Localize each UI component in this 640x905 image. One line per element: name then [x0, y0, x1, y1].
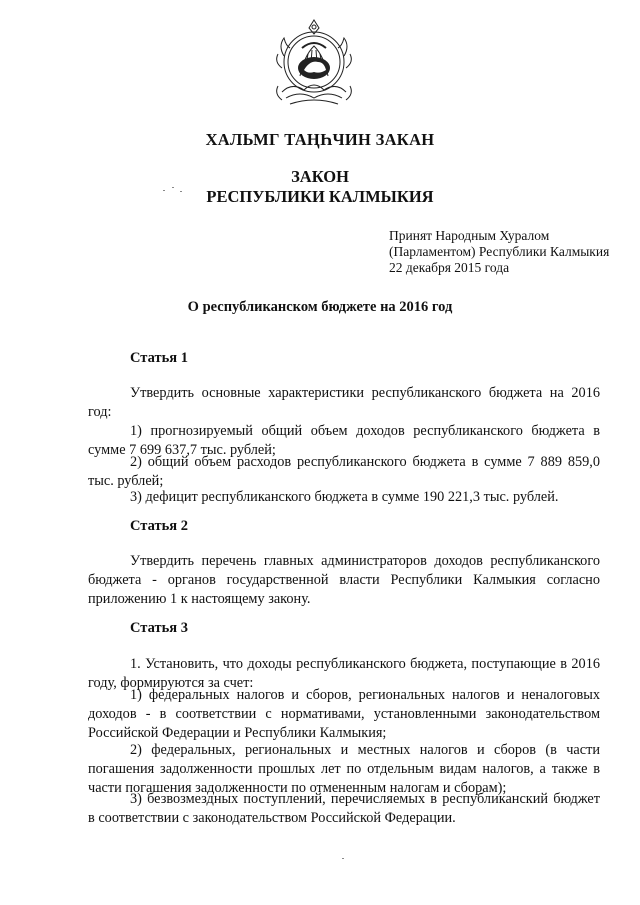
- article-2-heading: Статья 2: [130, 518, 188, 534]
- article-1-paragraph: 2) общий объем расходов республиканского бюджета в сумме 7 889 859,0 тыс. рублей;: [88, 454, 600, 489]
- adoption-line-2: (Парламентом) Республики Калмыкия: [389, 244, 610, 259]
- adoption-note: [389, 228, 609, 276]
- title-law: ЗАКОН: [291, 167, 349, 186]
- adoption-line-1: Принят Народным Хуралом: [389, 228, 550, 243]
- article-2-paragraph: Утвердить перечень главных администраторов доходов республиканского бюджета - органов государственной власти Республики Калмыкия согласно приложению 1 к настоящему закону.: [88, 553, 600, 607]
- scan-speck: [342, 858, 344, 859]
- article-3-paragraph: 2) федеральных, региональных и местных налогов и сборов (в части погашения задолженности прошлых лет по отдельным видам налогов, а также в части погашения задолженности по отмененным налогам и сборам);: [88, 742, 600, 796]
- scan-speck: [180, 191, 182, 192]
- scan-speck: [163, 190, 165, 191]
- scan-speck: [172, 187, 174, 188]
- article-3-paragraph: 3) безвозмездных поступлений, перечисляемых в республиканский бюджет в соответствии с законодательством Российской Федерации.: [88, 791, 600, 826]
- adoption-line-3: 22 декабря 2015 года: [389, 260, 510, 275]
- law-title: О республиканском бюджете на 2016 год: [187, 299, 453, 315]
- title-kalmyk: ХАЛЬМГ ТАҢҺЧИН ЗАКАН: [205, 130, 435, 149]
- article-1-paragraph: Утвердить основные характеристики республиканского бюджета на 2016 год:: [88, 385, 600, 420]
- title-republic: РЕСПУБЛИКИ КАЛМЫКИЯ: [206, 187, 434, 206]
- article-1-paragraph: 3) дефицит республиканского бюджета в сумме 190 221,3 тыс. рублей.: [130, 489, 559, 505]
- article-1-paragraph: 1) прогнозируемый общий объем доходов республиканского бюджета в сумме 7 699 637,7 тыс. рублей;: [88, 423, 600, 458]
- kalmykia-emblem-icon: [270, 16, 358, 112]
- article-3-heading: Статья 3: [130, 620, 188, 636]
- article-1-heading: Статья 1: [130, 350, 188, 366]
- article-3-paragraph: 1. Установить, что доходы республиканского бюджета, поступающие в 2016 году, формируются за счет:: [88, 656, 600, 691]
- title-law-block: [0, 167, 640, 207]
- article-3-paragraph: 1) федеральных налогов и сборов, региональных налогов и неналоговых доходов - в соответствии с нормативами, установленными законодательством Российской Федерации и Республики Калмыкия;: [88, 687, 600, 741]
